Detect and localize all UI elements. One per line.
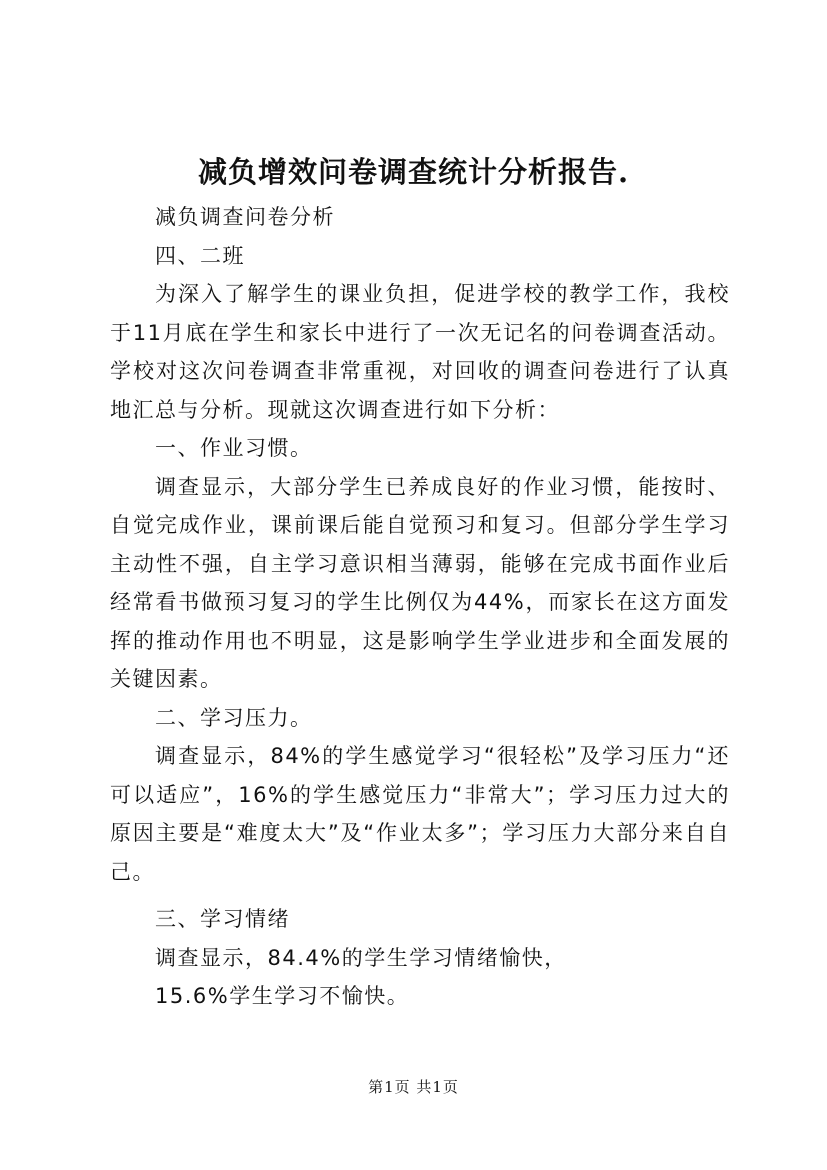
paragraph-subtitle: 减负调查问卷分析	[155, 205, 335, 229]
document-title: 减负增效问卷调查统计分析报告.	[197, 155, 630, 189]
page-footer: 第1页 共1页	[368, 1078, 459, 1096]
paragraph-intro: 为深入了解学生的课业负担，促进学校的教学工作，我校于11月底在学生和家长中进行了一次无记名的问卷调查活动。学校对这次问卷调查非常重视，对回收的调查问卷进行了认真地汇总与分析。现就这次调查进行如下分析：	[110, 282, 730, 422]
document-body	[110, 198, 730, 1016]
paragraph-class: 四、二班	[155, 243, 245, 268]
section-heading-homework: 一、作业习惯。	[155, 436, 313, 460]
paragraph-emotion: 调查显示，84.4%的学生学习情绪愉快，	[155, 945, 567, 970]
section-heading-pressure: 二、学习压力。	[155, 705, 313, 730]
section-heading-emotion: 三、学习情绪	[155, 907, 290, 931]
paragraph-emotion-2: 15.6%学生学习不愉快。	[155, 984, 410, 1008]
paragraph-pressure: 调查显示，84%的学生感觉学习“很轻松”及学习压力“还可以适应”，16%的学生感觉压力“非常大”；学习压力过大的原因主要是“难度太大”及“作业太多”；学习压力大部分来自自己。	[110, 744, 730, 884]
paragraph-homework: 调查显示，大部分学生已养成良好的作业习惯，能按时、自觉完成作业，课前课后能自觉预习和复习。但部分学生学习主动性不强，自主学习意识相当薄弱，能够在完成书面作业后经常看书做预习复习的学生比例仅为44%，而家长在这方面发挥的推动作用也不明显，这是影响学生学业进步和全面发展的关键因素。	[110, 474, 730, 691]
